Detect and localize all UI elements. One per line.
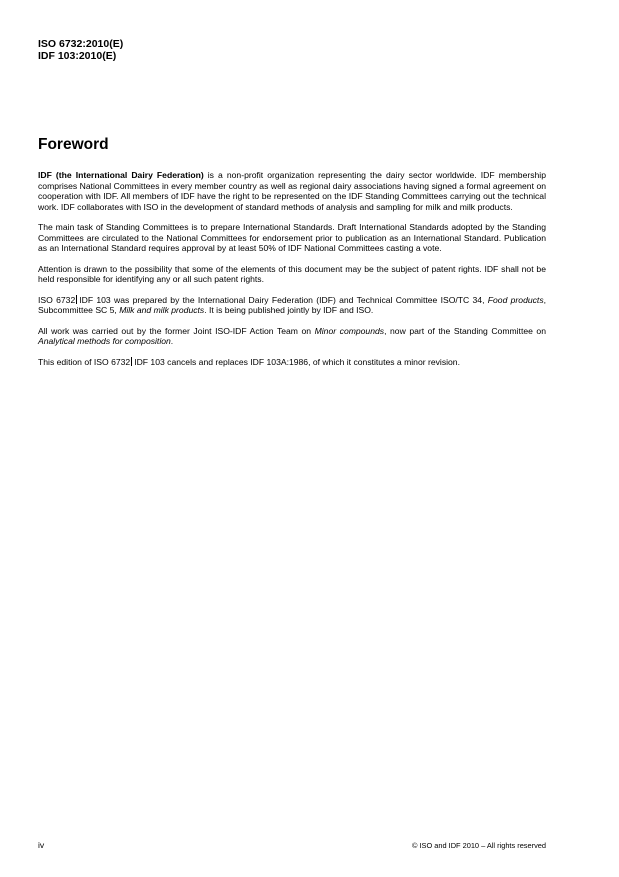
copyright-notice: © ISO and IDF 2010 – All rights reserved [411,841,546,850]
page-number: iv [38,840,45,850]
separator-bar [131,357,132,366]
paragraph-edition: This edition of ISO 6732 IDF 103 cancels and replaces IDF 103A:1986, of which it constitutes a minor revision. [38,356,460,367]
document-header [38,38,123,62]
paragraph-action-team: All work was carried out by the former Joint ISO-IDF Action Team on Minor compounds, now part of the Standing Committee on Analytical methods for composition. [38,325,546,346]
paragraph-patent-rights: Attention is drawn to the possibility that some of the elements of this document may be the subject of patent rights. IDF shall not be held responsible for identifying any or all such patent rights. [38,263,546,284]
paragraph-standing-committees: The main task of Standing Committees is to prepare International Standards. Draft International Standards adopted by the Standing Committees are circulated to the National Committees for endorsement prior to publication as an International Standard. Publication as an International Standard requires approval by at least 50% of IDF National Committees casting a vote. [38,222,546,253]
separator-bar [76,295,77,304]
foreword-body [38,170,546,377]
paragraph-preparation: ISO 6732 IDF 103 was prepared by the International Dairy Federation (IDF) and Technical Committee ISO/TC 34, Food products, Subcommittee SC 5, Milk and milk products. It is being published jointly by IDF and ISO. [38,294,547,315]
paragraph-idf-intro: IDF (the International Dairy Federation) is a non-profit organization representing the dairy sector worldwide. IDF membership comprises National Committees in every member country as well as regional dairy associations having signed a formal agreement on cooperation with IDF. All members of IDF have the right to be represented on the IDF Standing Committees carrying out the technical work. IDF collaborates with ISO in the development of standard methods of analysis and sampling for milk and milk products. [38,170,546,212]
header-iso-ref: ISO 6732:2010(E) [38,38,124,50]
idf-name-bold: IDF (the International Dairy Federation) [38,170,204,180]
header-idf-ref: IDF 103:2010(E) [38,50,117,62]
page-title: Foreword [38,136,109,153]
